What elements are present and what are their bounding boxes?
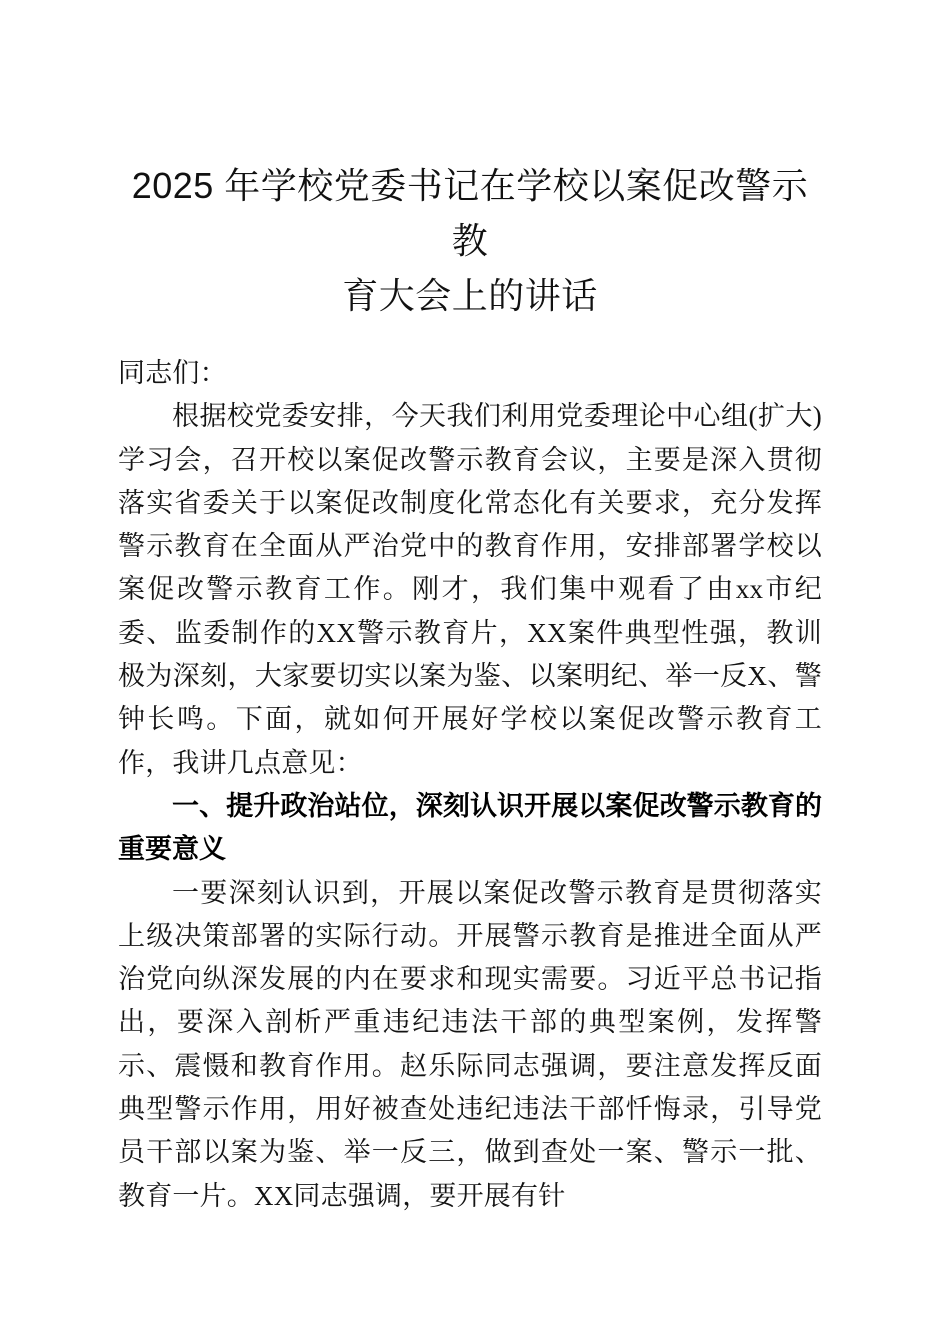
section-heading-one: 一、提升政治站位，深刻认识开展以案促改警示教育的重要意义 — [118, 790, 822, 865]
document-body — [118, 352, 822, 1218]
page-title-line-2: 育大会上的讲话 — [342, 275, 598, 316]
paragraph-salutation: 同志们： — [118, 358, 227, 388]
paragraph-opening: 根据校党委安排，今天我们利用党委理论中心组(扩大)学习会，召开校以案促改警示教育会议，主要是深入贯彻落实省委关于以案促改制度化常态化有关要求，充分发挥警示教育在全面从严治党中的教育作用，安排部署学校以案促改警示教育工作。刚才，我们集中观看了由xx市纪委、监委制作的XX警示教育片，XX案件典型性强，教训极为深刻，大家要切实以案为鉴、以案明纪、举一反X、警钟长鸣。下面，就如何开展好学校以案促改警示教育工作，我讲几点意见： — [118, 401, 822, 778]
paragraph-section-one-body: 一要深刻认识到，开展以案促改警示教育是贯彻落实上级决策部署的实际行动。开展警示教育是推进全面从严治党向纵深发展的内在要求和现实需要。习近平总书记指出，要深入剖析严重违纪违法干部的典型案例，发挥警示、震慑和教育作用。赵乐际同志强调，要注意发挥反面典型警示作用，用好被查处违纪违法干部忏悔录，引导党员干部以案为鉴、举一反三，做到查处一案、警示一批、教育一片。XX同志强调，要开展有针 — [118, 877, 822, 1211]
page-title — [118, 158, 822, 323]
page-title-line-1: 2025 年学校党委书记在学校以案促改警示教 — [131, 165, 809, 261]
